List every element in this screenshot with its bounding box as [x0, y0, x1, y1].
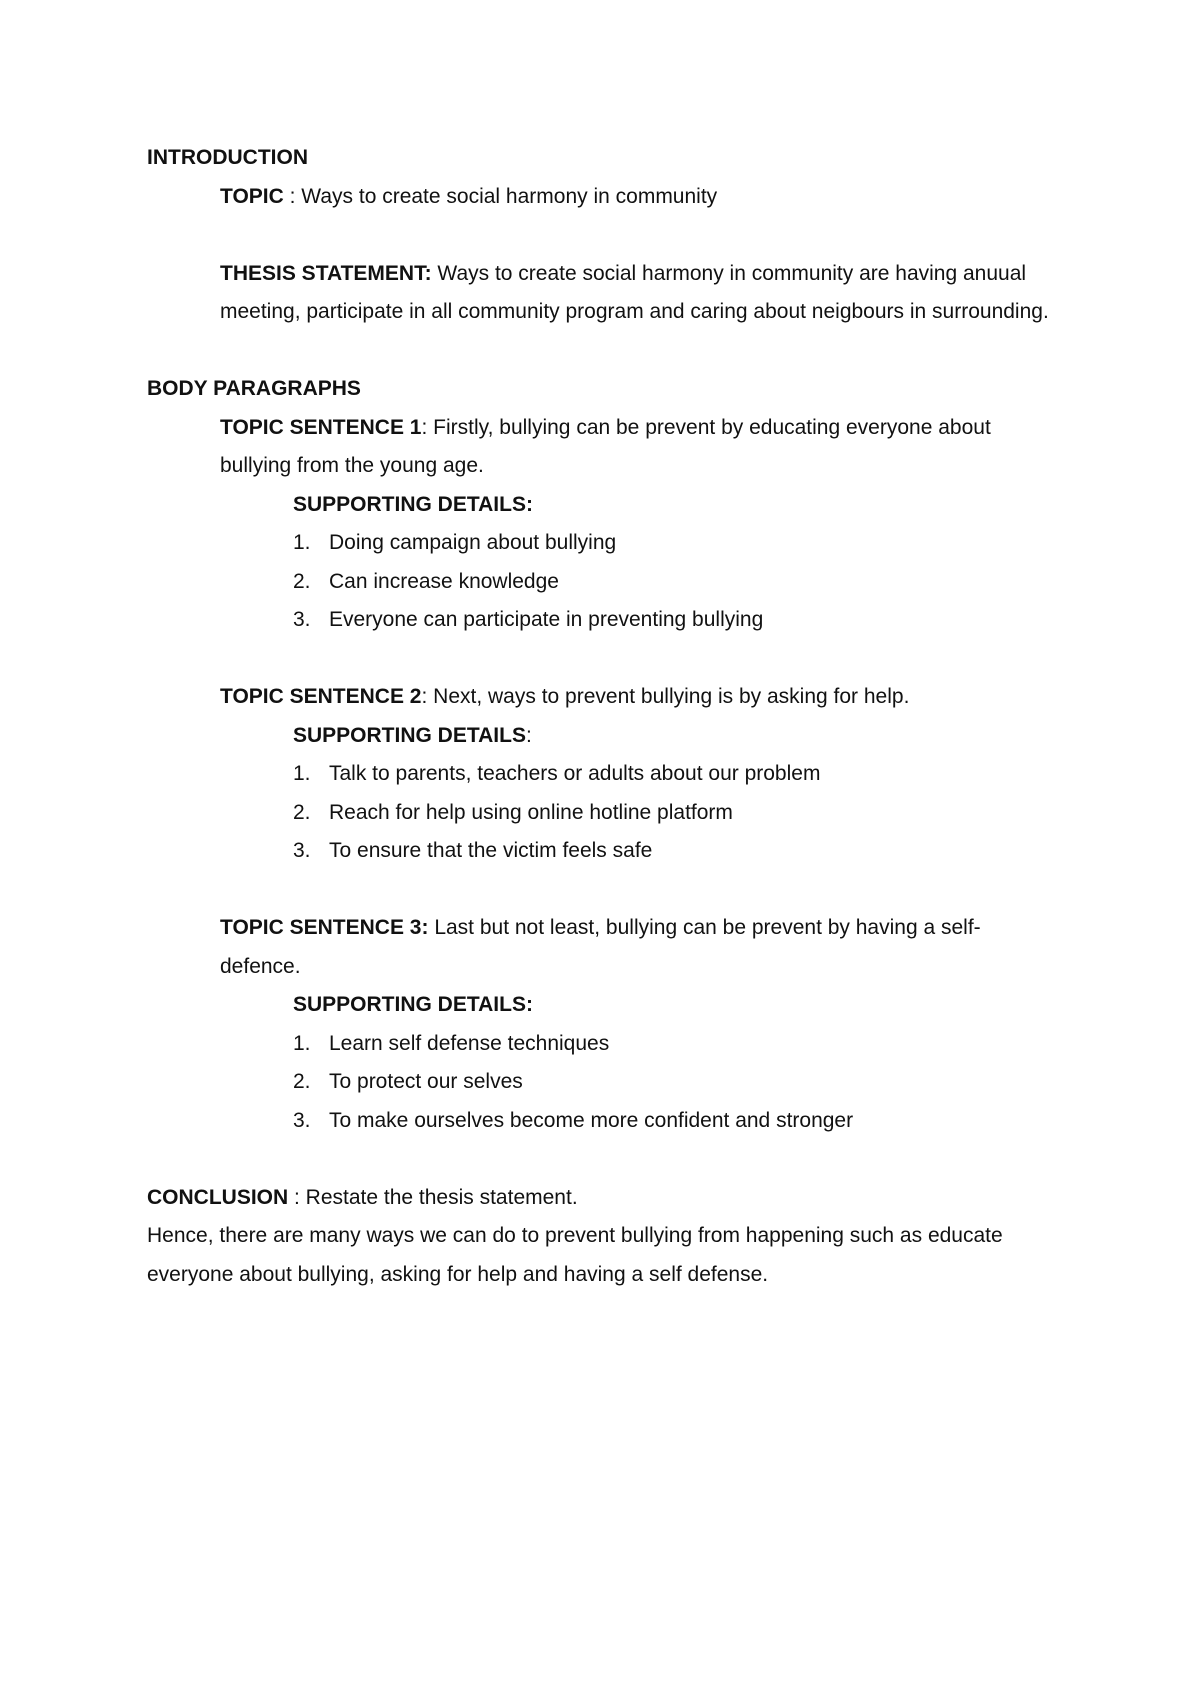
supporting-details-label: SUPPORTING DETAILS [293, 723, 526, 747]
list-item-text: To ensure that the victim feels safe [329, 839, 653, 862]
conclusion-text: : Restate the thesis statement. [288, 1185, 578, 1209]
list-item [147, 755, 1077, 794]
list-number: 1. [293, 762, 311, 785]
topic-sentence-2-text: : Next, ways to prevent bullying is by asking for help. [421, 685, 910, 708]
list-number: 3. [293, 608, 311, 631]
conclusion-line [147, 1179, 1077, 1218]
thesis-label: THESIS STATEMENT: [220, 261, 432, 285]
supporting-details-2-heading [147, 717, 1077, 756]
list-item-text: Doing campaign about bullying [329, 531, 617, 554]
spacer [147, 871, 1077, 910]
thesis-statement [147, 255, 1077, 332]
supporting-details-label: SUPPORTING DETAILS: [293, 492, 533, 516]
topic-label: TOPIC [220, 184, 284, 208]
list-item [147, 832, 1077, 871]
spacer [147, 332, 1077, 371]
topic-sentence-3-text: Last but not least, bullying can be prevent by having a self-defence. [220, 916, 981, 978]
list-number: 3. [293, 839, 311, 862]
list-item-text: To make ourselves become more confident and stronger [329, 1108, 854, 1132]
document-content [147, 139, 1077, 1294]
topic-sentence-3-label: TOPIC SENTENCE 3: [220, 916, 429, 939]
conclusion-label: CONCLUSION [147, 1185, 289, 1209]
list-number: 2. [293, 569, 311, 593]
list-item-text: Can increase knowledge [329, 569, 559, 593]
list-number: 3. [293, 1108, 311, 1132]
list-item [147, 563, 1077, 602]
topic-sentence-2-label: TOPIC SENTENCE 2 [220, 685, 422, 708]
list-number: 2. [293, 1070, 311, 1093]
supporting-details-2-list [147, 755, 1077, 871]
list-item [147, 1102, 1077, 1141]
topic-sentence-1-text: : Firstly, bullying can be prevent by educating everyone about bullying from the young age. [220, 415, 991, 477]
list-item-text: Talk to parents, teachers or adults about our problem [329, 762, 821, 785]
list-item-text: Learn self defense techniques [329, 1031, 610, 1055]
supporting-details-suffix: : [525, 723, 532, 747]
supporting-details-3-heading [147, 986, 1077, 1025]
spacer [147, 216, 1077, 255]
thesis-text: Ways to create social harmony in community are having anuual meeting, participate in all community program and caring about neigbours in surrounding. [220, 261, 1049, 323]
supporting-details-3-list [147, 1025, 1077, 1141]
list-item [147, 524, 1077, 563]
list-item-text: Everyone can participate in preventing bullying [329, 608, 764, 631]
body-heading: BODY PARAGRAPHS [147, 377, 361, 400]
list-item [147, 601, 1077, 640]
list-item [147, 794, 1077, 833]
list-number: 2. [293, 800, 311, 824]
list-item [147, 1025, 1077, 1064]
list-number: 1. [293, 531, 311, 554]
topic-text: : Ways to create social harmony in community [283, 184, 718, 208]
topic-sentence-3 [147, 909, 1077, 986]
list-number: 1. [293, 1031, 311, 1055]
topic-sentence-2 [147, 678, 1077, 717]
introduction-heading: INTRODUCTION [147, 146, 308, 169]
topic-sentence-1-label: TOPIC SENTENCE 1 [220, 415, 422, 439]
spacer [147, 640, 1077, 679]
topic-sentence-1 [147, 409, 1077, 486]
spacer [147, 1140, 1077, 1179]
list-item [147, 1063, 1077, 1102]
supporting-details-1-heading [147, 486, 1077, 525]
list-item-text: To protect our selves [329, 1070, 523, 1093]
list-item-text: Reach for help using online hotline platform [329, 800, 733, 824]
conclusion-paragraph: Hence, there are many ways we can do to prevent bullying from happening such as educate everyone about bullying, asking for help and having a self defense. [147, 1224, 1003, 1286]
supporting-details-1-list [147, 524, 1077, 640]
topic-line [147, 178, 1077, 217]
supporting-details-label: SUPPORTING DETAILS: [293, 993, 533, 1016]
